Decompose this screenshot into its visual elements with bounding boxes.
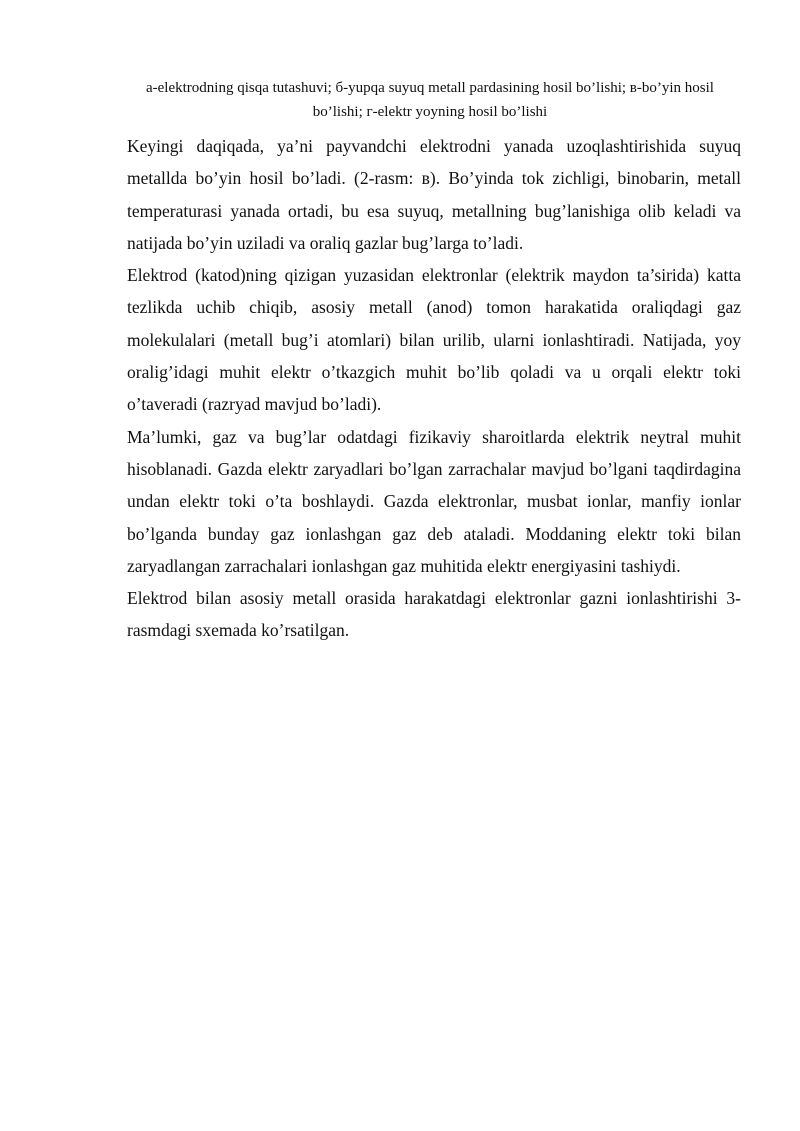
body-text bbox=[127, 130, 741, 647]
paragraph-3: Ma’lumki, gaz va bug’lar odatdagi fizikaviy sharoitlarda elektrik neytral muhit hisoblanadi. Gazda elektr zaryadlari bo’lgan zarrachalar mavjud bo’lgani taqdirdagina undan elektr toki o’ta boshlaydi. Gazda elektronlar, musbat ionlar, manfiy ionlar bo’lganda bunday gaz ionlashgan gaz deb ataladi. Moddaning elektr toki bilan zaryadlangan zarrachalari ionlashgan gaz muhitida elektr energiyasini tashiydi. bbox=[127, 426, 741, 576]
paragraph-2: Elektrod (katod)ning qizigan yuzasidan elektronlar (elektrik maydon ta’sirida) katta tezlikda uchib chiqib, asosiy metall (anod) tomon harakatida oraliqdagi gaz molekulalari (metall bug’i atomlari) bilan urilib, ularni ionlashtiradi. Natijada, yoy oralig’idagi muhit elektr o’tkazgich muhit bo’lib qoladi va u orqali elektr toki o’taveradi (razryad mavjud bo’ladi). bbox=[127, 265, 741, 415]
paragraph-1: Keyingi daqiqada, ya’ni payvandchi elektrodni yanada uzoqlashtirishida suyuq metallda bo’yin hosil bo’ladi. (2-rasm: в). Bo’yinda tok zichligi, binobarin, metall temperaturasi yanada ortadi, bu esa suyuq, metallning bug’lanishiga olib keladi va natijada bo’yin uziladi va oraliq gazlar bug’larga to’ladi. bbox=[127, 136, 741, 253]
figure-caption: a-elektrodning qisqa tutashuvi; б-yupqa suyuq metall pardasining hosil bo’lishi; в-bo’yin hosil bo’lishi; г-elektr yoyning hosil bo’lishi bbox=[146, 80, 714, 120]
paragraph-4: Elektrod bilan asosiy metall orasida harakatdagi elektronlar gazni ionlashtirishi 3-rasmdagi sxemada ko’rsatilgan. bbox=[127, 588, 741, 641]
